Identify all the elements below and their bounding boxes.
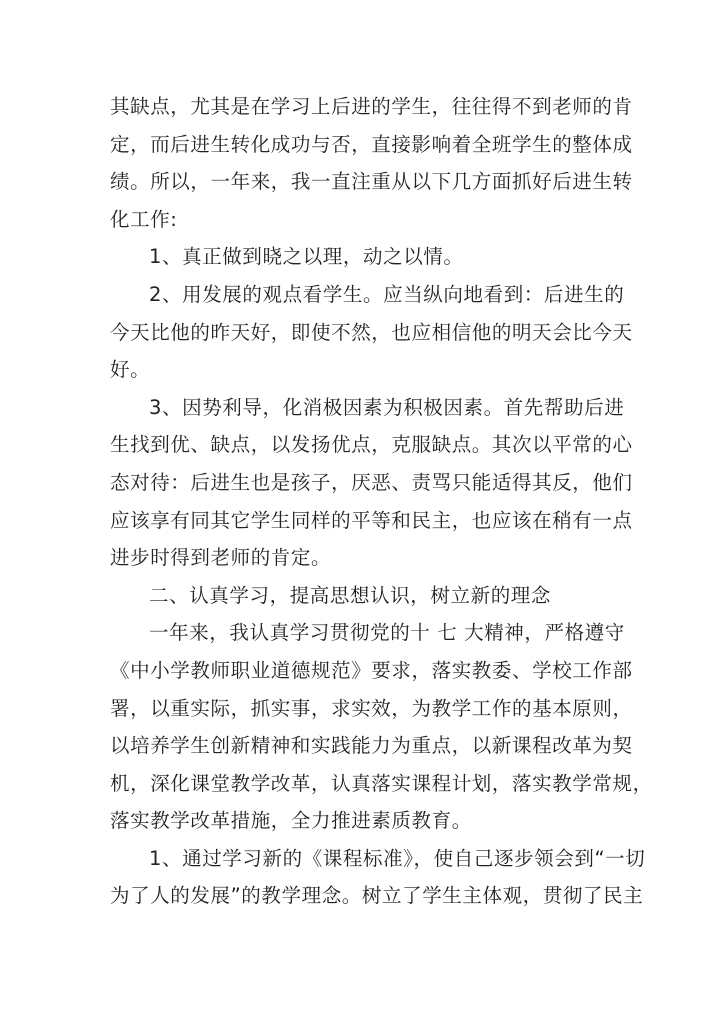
text-line: 化工作: xyxy=(110,207,178,231)
text-line: 一年来，我认真学习贯彻党的十 七 大精神，严格遵守 xyxy=(149,621,625,645)
text-line: 应该享有同其它学生同样的平等和民主，也应该在稍有一点 xyxy=(110,508,633,532)
text-line: 进步时得到老师的肯定。 xyxy=(110,546,332,570)
text-line: 态对待：后进生也是孩子，厌恶、责骂只能适得其反，他们 xyxy=(110,470,633,494)
document-body xyxy=(110,88,653,915)
text-line: 1、通过学习新的《课程标准》，使自己逐步领会到“一切 xyxy=(149,846,646,870)
text-line: 2、用发展的观点看学生。应当纵向地看到：后进生的 xyxy=(149,282,625,306)
text-line: 生找到优、缺点，以发扬优点，克服缺点。其次以平常的心 xyxy=(110,433,633,457)
text-line: 为了人的发展”的教学理念。树立了学生主体观，贯彻了民主 xyxy=(110,884,644,908)
text-line: 绩。所以，一年来，我一直注重从以下几方面抓好后进生转 xyxy=(110,170,633,194)
text-line: 好。 xyxy=(110,358,151,382)
text-line: 落实教学改革措施，全力推进素质教育。 xyxy=(110,809,472,833)
text-line: 今天比他的昨天好，即使不然，也应相信他的明天会比今天 xyxy=(110,320,633,344)
text-line: 定，而后进生转化成功与否，直接影响着全班学生的整体成 xyxy=(110,132,633,156)
text-line: 机，深化课堂教学改革，认真落实课程计划，落实教学常规， xyxy=(110,771,653,795)
text-line: 二、认真学习，提高思想认识，树立新的理念 xyxy=(149,583,552,607)
text-line: 以培养学生创新精神和实践能力为重点，以新课程改革为契 xyxy=(110,734,633,758)
text-line: 署，以重实际，抓实事，求实效，为教学工作的基本原则， xyxy=(110,696,633,720)
text-line: 1、真正做到晓之以理，动之以情。 xyxy=(149,245,464,269)
text-line: 3、因势利导，化消极因素为积极因素。首先帮助后进 xyxy=(149,395,625,419)
text-line: 《中小学教师职业道德规范》要求，落实教委、学校工作部 xyxy=(110,658,633,682)
text-line: 其缺点，尤其是在学习上后进的学生，往往得不到老师的肯 xyxy=(110,95,633,118)
